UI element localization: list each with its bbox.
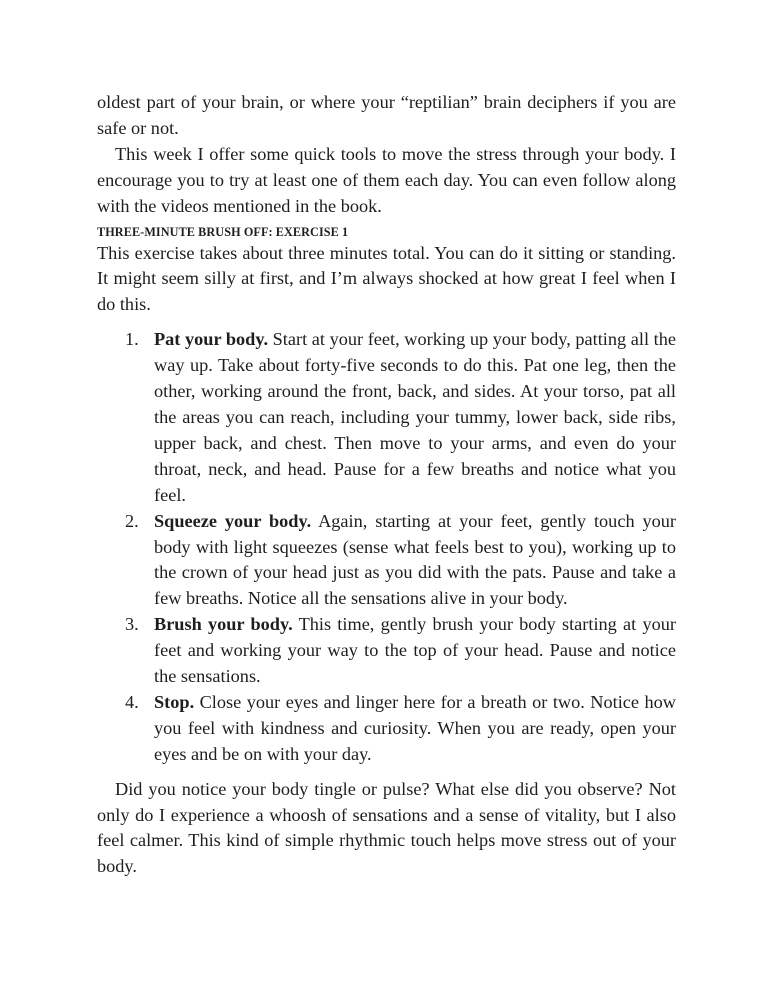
book-page <box>97 90 676 880</box>
step-title: Stop. <box>154 691 195 712</box>
step-text: This time, gently brush your body starting at your feet and working your way to the top of your head. Pause and notice the sensations. <box>154 614 676 687</box>
step-number: 2. <box>125 510 139 531</box>
step-item <box>97 509 676 613</box>
step-item <box>97 690 676 768</box>
step-number: 4. <box>125 691 139 712</box>
step-text: Close your eyes and linger here for a breath or two. Notice how you feel with kindness and curiosity. When you are ready, open your eyes and be on with your day. <box>154 691 676 764</box>
section-heading: THREE-MINUTE BRUSH OFF: EXERCISE 1 <box>97 224 349 239</box>
step-number: 1. <box>125 329 139 350</box>
step-text: Start at your feet, working up your body, patting all the way up. Take about forty-five seconds to do this. Pat one leg, then the other, working around the front, back, and sides. At your torso, pat all the areas you can reach, including your tummy, lower back, side ribs, upper back, and chest. Then move to your arms, and even do your throat, neck, and head. Pause for a few breaths and notice what you feel. <box>154 329 676 505</box>
step-title: Pat your body. <box>154 329 269 350</box>
paragraph-continued: oldest part of your brain, or where your “reptilian” brain deciphers if you are safe or not. <box>97 92 676 138</box>
step-item <box>97 612 676 690</box>
step-item <box>97 327 676 508</box>
step-text: Again, starting at your feet, gently touch your body with light squeezes (sense what feels best to you), working up to the crown of your head just as you did with the pats. Pause and take a few breaths. Notice all the sensations alive in your body. <box>154 510 676 609</box>
paragraph-reflection: Did you notice your body tingle or pulse? What else did you observe? Not only do I experience a whoosh of sensations and a sense of vitality, but I also feel calmer. This kind of simple rhythmic touch helps move stress out of your body. <box>97 778 676 877</box>
exercise-steps-list <box>97 327 676 767</box>
step-title: Squeeze your body. <box>154 510 312 531</box>
step-title: Brush your body. <box>154 614 293 635</box>
step-number: 3. <box>125 614 139 635</box>
paragraph-exercise-description: This exercise takes about three minutes total. You can do it sitting or standing. It might seem silly at first, and I’m always shocked at how great I feel when I do this. <box>97 242 676 315</box>
paragraph-intro: This week I offer some quick tools to move the stress through your body. I encourage you to try at least one of them each day. You can even follow along with the videos mentioned in the book. <box>97 143 676 216</box>
